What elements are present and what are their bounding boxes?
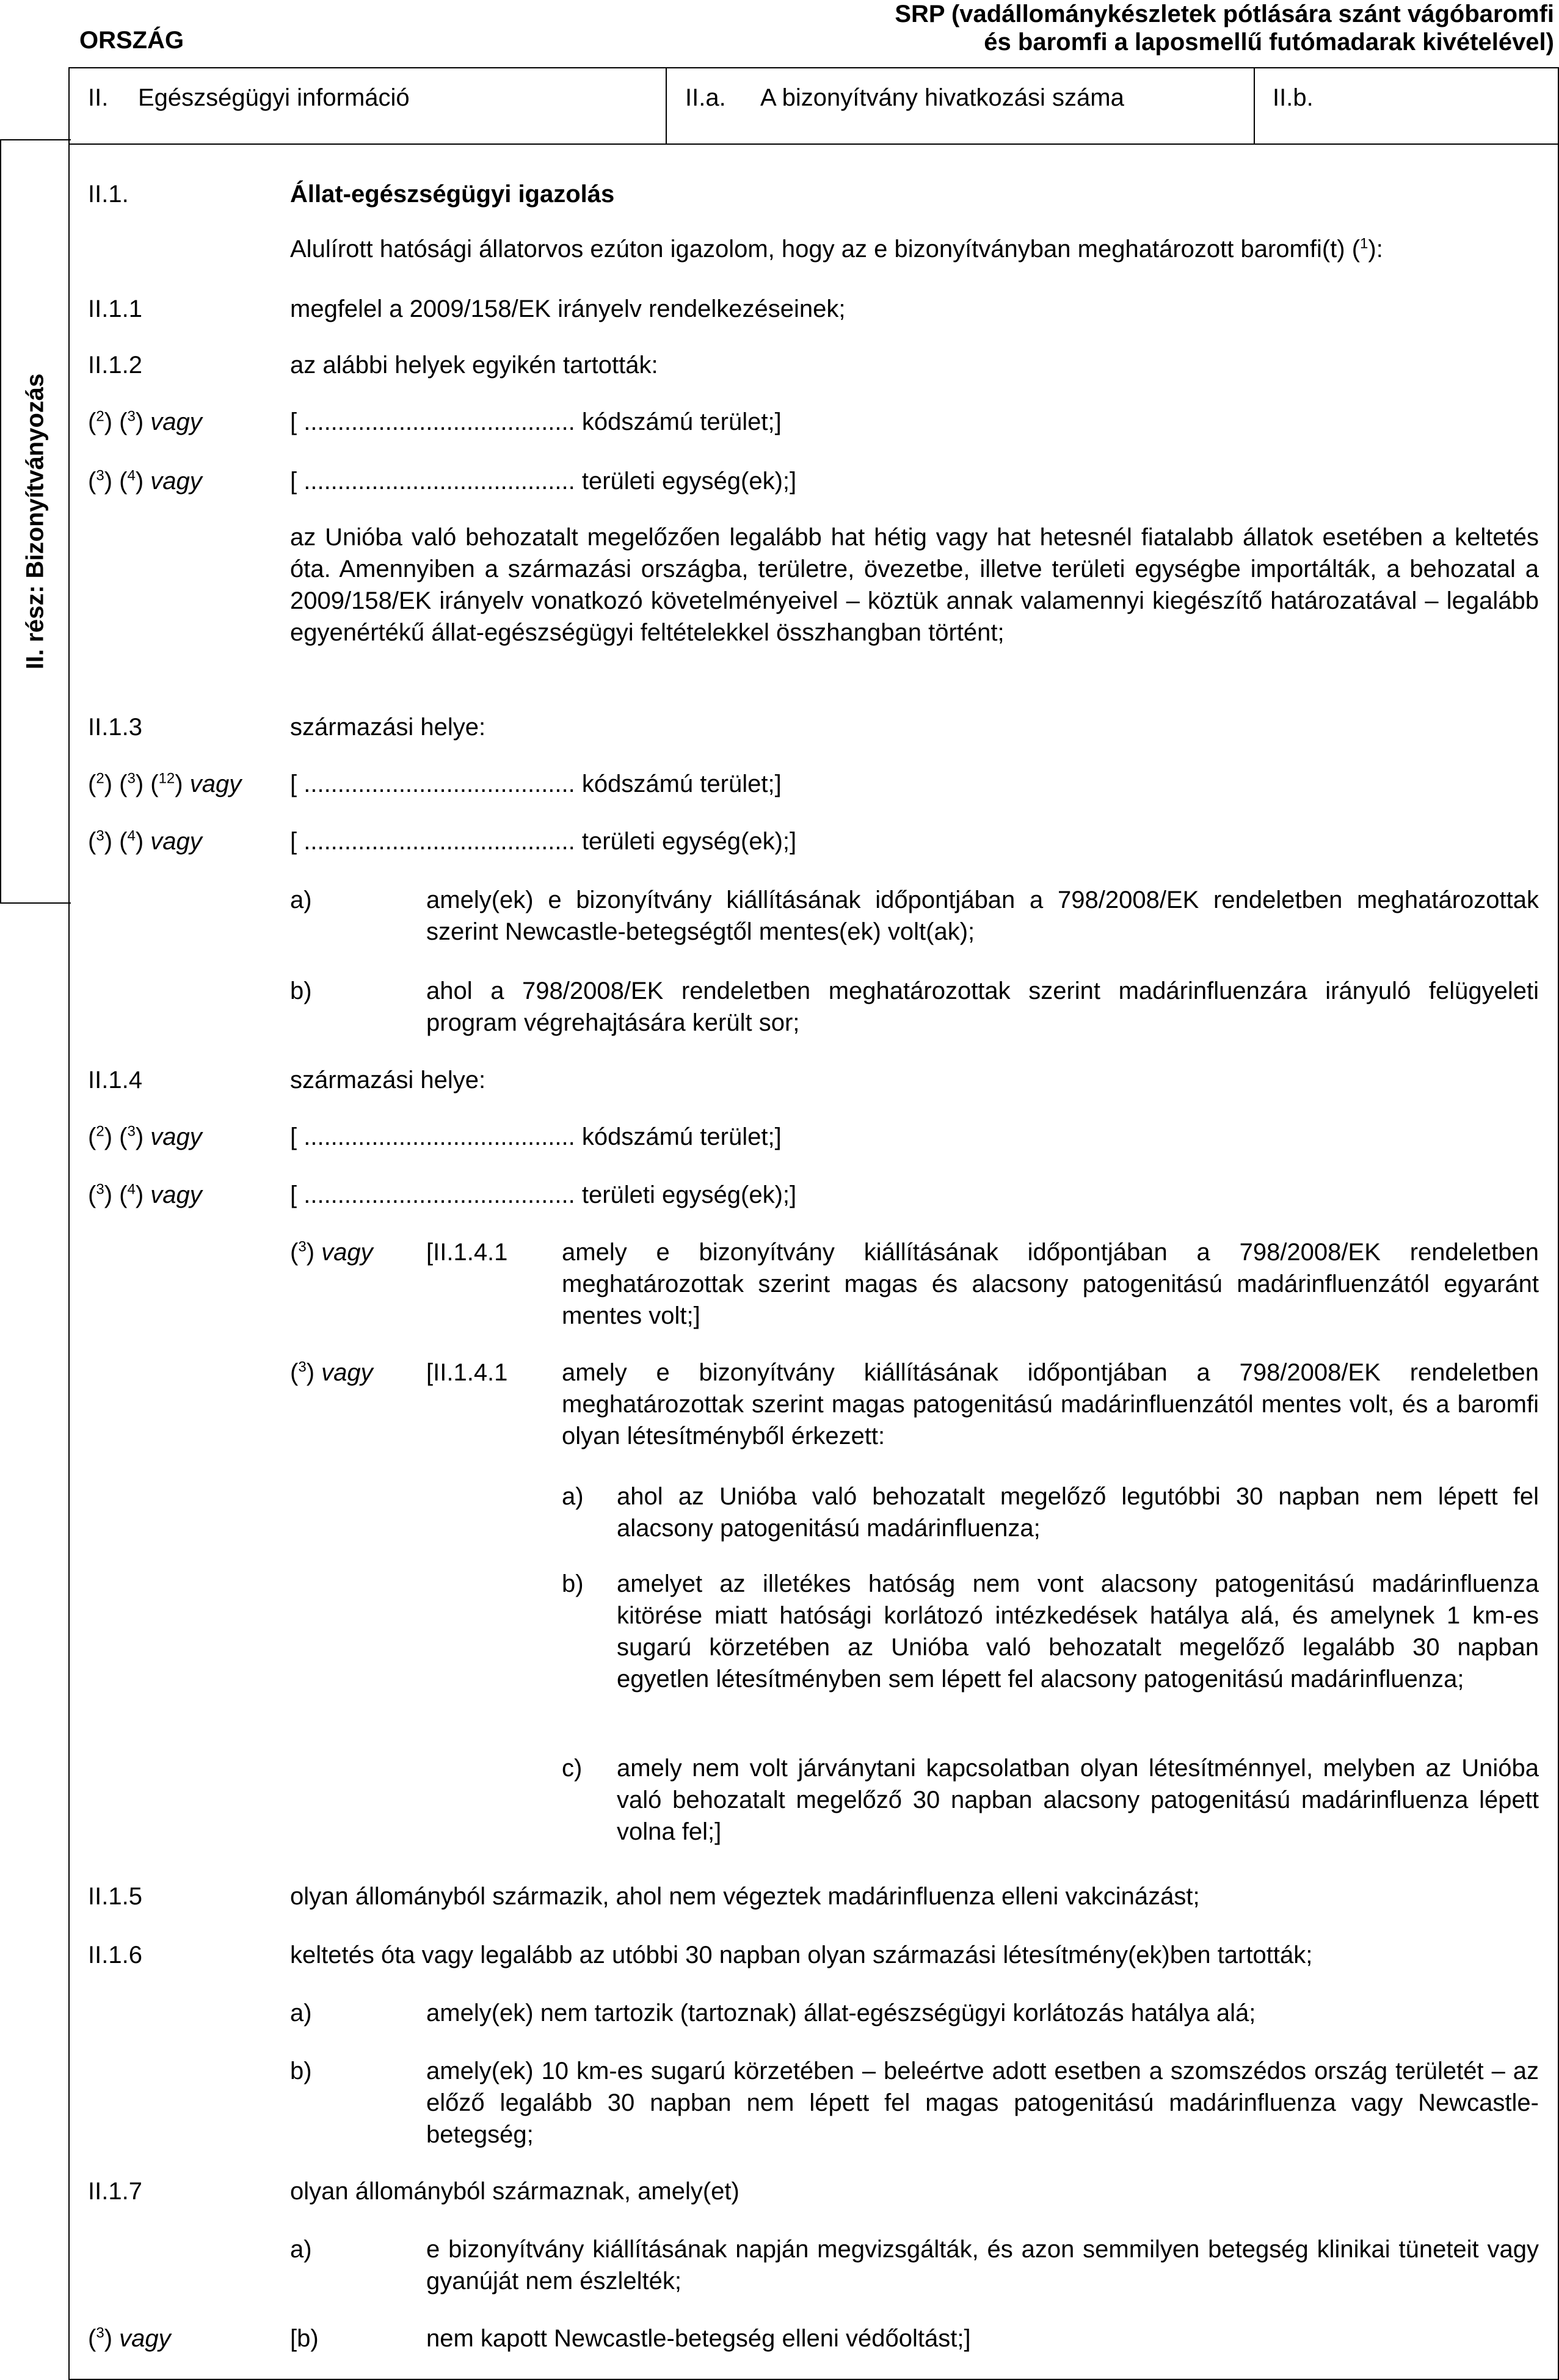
list-text: ahol az Unióba való behozatalt megelőző legutóbbi 30 napban nem lépett fel alacsony patogenitású madárinfluenza; xyxy=(617,1483,1539,1542)
option-text: [ ........................................ területi egység(ek);] xyxy=(290,468,797,495)
item-num: II.1.7 xyxy=(88,2178,142,2205)
intro-text: Alulírott hatósági állatorvos ezúton igazolom, hogy az e bizonyítványban meghatározott baromfi(t) ($^1$): xyxy=(290,235,1383,263)
list-label: [b) xyxy=(290,2325,319,2352)
option-marker: ($^2$) ($^3$) vagy xyxy=(88,1123,202,1150)
list-text: e bizonyítvány kiállításának napján megvizsgálták, és azon semmilyen betegség klinikai tüneteit vagy gyanúját nem észlelték; xyxy=(426,2236,1539,2295)
option-marker: ($^3$) vagy xyxy=(290,1238,373,1266)
option-marker: ($^3$) vagy xyxy=(88,2324,171,2352)
item-text: származási helye: xyxy=(290,714,486,741)
header-cell-num-3: II.b. xyxy=(1273,84,1314,111)
list-label: a) xyxy=(290,2236,312,2263)
option-text: [ ........................................ kódszámú terület;] xyxy=(290,771,782,797)
item-num: II.1.1 xyxy=(88,296,142,322)
header-cell-num-1: II. xyxy=(88,84,109,111)
item-text: az alábbi helyek egyikén tartották: xyxy=(290,352,658,379)
option-marker: ($^3$) ($^4$) vagy xyxy=(88,827,202,855)
list-label: b) xyxy=(562,1570,584,1597)
header-cell-divider-1 xyxy=(666,67,667,143)
paragraph: az Unióba való behozatalt megelőzően legalább hat hétig vagy hat hetesnél fiatalabb állatok esetében a keltetés óta. Amennyiben a származási országba, területre, övezetbe, illetve területi egységbe importálták, a behozatal a 2009/158/EK irányelv vonatkozó követelményeivel – köztük annak valamennyi kiegészítő határozatával – legalább egyenértékű állat-egészségügyi feltételekkel összhangban történt; xyxy=(290,524,1539,646)
header-cell-divider-2 xyxy=(1254,67,1255,143)
item-num: II.1.6 xyxy=(88,1942,142,1968)
option-marker: ($^3$) ($^4$) vagy xyxy=(88,1181,202,1208)
item-text: megfelel a 2009/158/EK irányelv rendelkezéseinek; xyxy=(290,296,846,322)
item-text: olyan állományból származnak, amely(et) xyxy=(290,2178,740,2205)
header-cell-text-2: A bizonyítvány hivatkozási száma xyxy=(760,84,1124,111)
item-num: II.1.4 xyxy=(88,1067,142,1094)
sub-item-text: amely e bizonyítvány kiállításának időpontjában a 798/2008/EK rendeletben meghatározottak szerint magas és alacsony patogenitású madárinfluenzától egyaránt mentes volt;] xyxy=(562,1239,1539,1329)
list-text: amely(ek) e bizonyítvány kiállításának időpontjában a 798/2008/EK rendeletben meghatározottak szerint Newcastle-betegségtől mentes(ek) volt(ak); xyxy=(426,887,1539,945)
side-label-text: II. rész: Bizonyítványozás xyxy=(21,373,49,670)
list-label: a) xyxy=(290,887,312,913)
item-text: keltetés óta vagy legalább az utóbbi 30 napban olyan származási létesítmény(ek)ben tartották; xyxy=(290,1942,1313,1968)
section-title: Állat-egészségügyi igazolás xyxy=(290,181,615,208)
list-label: a) xyxy=(562,1483,584,1510)
list-label: b) xyxy=(290,2058,312,2084)
option-text: [ ........................................ területi egység(ek);] xyxy=(290,1181,797,1208)
srp-title-line1: SRP (vadállománykészletek pótlására szánt vágóbaromfi xyxy=(895,1,1554,27)
option-marker: ($^3$) vagy xyxy=(290,1359,373,1386)
list-text: amely(ek) nem tartozik (tartoznak) állat-egészségügyi korlátozás hatálya alá; xyxy=(426,2000,1256,2026)
section-num: II.1. xyxy=(88,181,129,208)
option-marker: ($^2$) ($^3$) ($^{12}$) vagy xyxy=(88,770,242,797)
list-label: b) xyxy=(290,978,312,1004)
list-label: c) xyxy=(562,1755,583,1782)
srp-title-line2: és baromfi a laposmellű futómadarak kivételével) xyxy=(984,29,1554,56)
item-text: származási helye: xyxy=(290,1067,486,1094)
sub-item-num: [II.1.4.1 xyxy=(426,1239,508,1266)
option-marker: ($^3$) ($^4$) vagy xyxy=(88,467,202,495)
item-num: II.1.5 xyxy=(88,1883,142,1910)
item-num: II.1.3 xyxy=(88,714,142,741)
option-marker: ($^2$) ($^3$) vagy xyxy=(88,408,202,435)
list-text: ahol a 798/2008/EK rendeletben meghatározottak szerint madárinfluenzára irányuló felügyeleti program végrehajtására került sor; xyxy=(426,978,1539,1036)
option-text: [ ........................................ kódszámú terület;] xyxy=(290,408,782,435)
list-text: amelyet az illetékes hatóság nem vont alacsony patogenitású madárinfluenza kitörése miatt hatósági korlátozó intézkedések hatálya alá, és amelynek 1 km-es sugarú körzetében az Unióba való behozatalt megelőző legalább 30 napban egyetlen létesítményben sem lépett fel alacsony patogenitású madárinfluenza; xyxy=(617,1570,1539,1692)
header-cell-text-1: Egészségügyi információ xyxy=(138,84,410,111)
header-divider xyxy=(68,143,1559,145)
country-label: ORSZÁG xyxy=(79,27,184,54)
item-num: II.1.2 xyxy=(88,352,142,379)
header-cell-num-2: II.a. xyxy=(685,84,726,111)
option-text: [ ........................................ területi egység(ek);] xyxy=(290,828,797,855)
list-text: amely nem volt járványtani kapcsolatban olyan létesítménnyel, melyben az Unióba való behozatalt megelőző 30 napban alacsony patogenitású madárinfluenza lépett volna fel;] xyxy=(617,1755,1539,1845)
list-label: a) xyxy=(290,2000,312,2026)
item-text: olyan állományból származik, ahol nem végeztek madárinfluenza elleni vakcinázást; xyxy=(290,1883,1200,1910)
list-text: amely(ek) 10 km-es sugarú körzetében – beleértve adott esetben a szomszédos ország területét – az előző legalább 30 napban nem lépett fel magas patogenitású madárinfluenza vagy Newcastle-betegség; xyxy=(426,2058,1539,2148)
srp-title xyxy=(895,0,1554,56)
option-text: [ ........................................ kódszámú terület;] xyxy=(290,1123,782,1150)
sub-item-num: [II.1.4.1 xyxy=(426,1359,508,1386)
list-text: nem kapott Newcastle-betegség elleni védőoltást;] xyxy=(426,2325,971,2352)
sub-item-text: amely e bizonyítvány kiállításának időpontjában a 798/2008/EK rendeletben meghatározottak szerint magas patogenitású madárinfluenzától mentes volt, és a baromfi olyan létesítményből érkezett: xyxy=(562,1359,1539,1449)
